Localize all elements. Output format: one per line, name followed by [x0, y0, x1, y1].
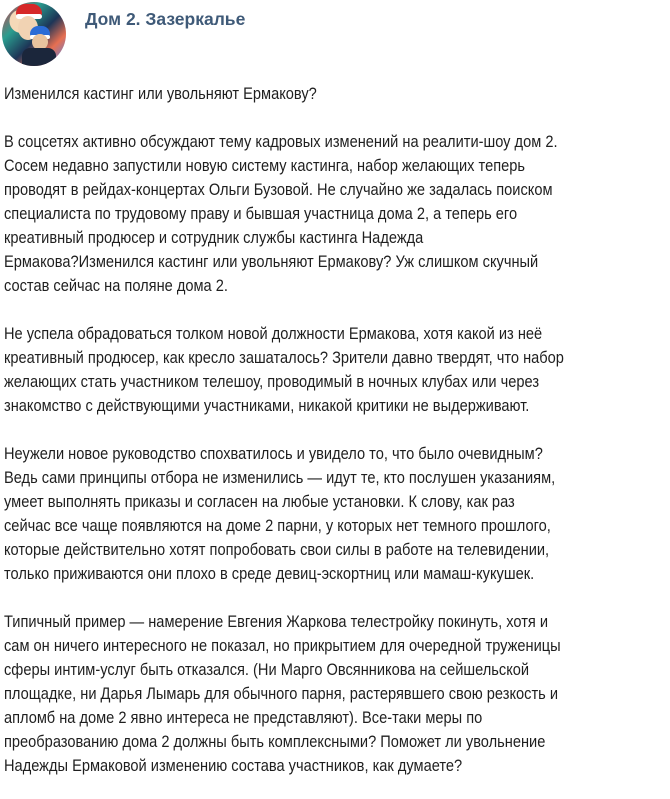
text-line: креативный продюсер, как кресло зашаталось? Зрители давно твердят, что набор	[4, 348, 564, 367]
post-heading: Изменился кастинг или увольняют Ермакову?	[4, 84, 317, 103]
text-line: знакомство с действующими участниками, никакой критики не выдерживают.	[4, 396, 530, 415]
text-line: Типичный пример — намерение Евгения Жаркова телестройку покинуть, хотя и	[4, 612, 549, 631]
text-line: Сосем недавно запустили новую систему кастинга, набор желающих теперь	[4, 156, 526, 175]
text-line: преобразованию дома 2 должны быть комплексными? Поможет ли увольнение	[4, 732, 546, 751]
text-line: специалиста по трудовому праву и бывшая участница дома 2, а теперь его	[4, 204, 518, 223]
group-avatar[interactable]	[2, 2, 66, 66]
text-line: креативный продюсер и сотрудник службы кастинга Надежда	[4, 228, 424, 247]
avatar-suit	[22, 48, 56, 66]
group-name-link[interactable]: Дом 2. Зазеркалье	[85, 9, 246, 29]
text-line: сейчас все чаще появляются на доме 2 парни, у которых нет темного прошлого,	[4, 516, 551, 535]
text-line: Неужели новое руководство спохватилось и увидело то, что было очевидным?	[4, 444, 543, 463]
text-line: площадке, ни Дарья Лымарь для обычного парня, растерявшего свою резкость и	[4, 684, 558, 703]
post-header	[0, 0, 670, 70]
text-line: Надежды Ермаковой изменению состава участников, как думаете?	[4, 756, 463, 775]
text-line: Ведь сами принципы отбора не изменились — идут те, кто послушен указаниям,	[4, 468, 556, 487]
text-line: умеет выполнять приказы и согласен на любые установки. К слову, как раз	[4, 492, 515, 511]
text-line: проводят в рейдах-концертах Ольги Бузовой. Не случайно же задалась поиском	[4, 180, 553, 199]
paragraph-3	[4, 442, 670, 586]
text-line: апломб на доме 2 явно интереса не представляют). Все-таки меры по	[4, 708, 483, 727]
paragraph-4	[4, 610, 670, 778]
text-line: сферы интим-услуг быть отказался. (Ни Марго Овсянникова на сейшельской	[4, 660, 530, 679]
text-line: только приживаются они плохо в среде девиц-эскортниц или мамаш-кукушек.	[4, 564, 535, 583]
text-line: Ермакова?Изменился кастинг или увольняют Ермакову? Уж слишком скучный	[4, 252, 539, 271]
text-line: которые действительно хотят попробовать свои силы в работе на телевидении,	[4, 540, 550, 559]
text-line: желающих стать участником телешоу, проводимый в ночных клубах или через	[4, 372, 540, 391]
santa-hat-icon	[16, 4, 42, 16]
post-body	[4, 82, 670, 778]
paragraph-1	[4, 130, 670, 298]
text-line: Не успела обрадоваться толком новой должности Ермакова, хотя какой из неё	[4, 324, 543, 343]
text-line: сам он ничего интересного не показал, но прикрытием для очередной труженицы	[4, 636, 561, 655]
text-line: состав сейчас на поляне дома 2.	[4, 276, 228, 295]
text-line: В соцсетях активно обсуждают тему кадровых изменений на реалити-шоу дом 2.	[4, 132, 558, 151]
paragraph-2	[4, 322, 670, 418]
